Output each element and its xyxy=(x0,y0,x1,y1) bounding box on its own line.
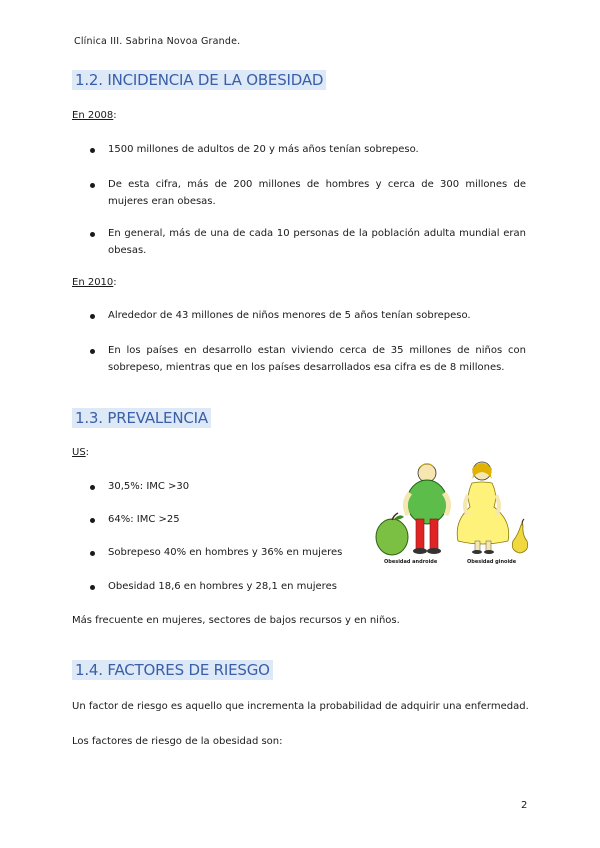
subheading-2008 xyxy=(72,110,117,121)
paragraph-intro: Los factores de riesgo de la obesidad son: xyxy=(72,736,283,747)
list-item-us-2: 64%: IMC >25 xyxy=(108,514,180,525)
subheading-2010-text: En 2010 xyxy=(72,277,114,288)
list-item-2008-1: 1500 millones de adultos de 20 y más años tenían sobrepeso. xyxy=(108,144,419,155)
paragraph-definition: Un factor de riesgo es aquello que incrementa la probabilidad de adquirir una enfermedad. xyxy=(72,701,529,712)
paragraph-prevalencia-closing: Más frecuente en mujeres, sectores de bajos recursos y en niños. xyxy=(72,615,400,626)
running-header: Clínica III. Sabrina Novoa Grande. xyxy=(74,36,241,47)
list-item-us-3: Sobrepeso 40% en hombres y 36% en mujeres xyxy=(108,547,343,558)
subheading-2008-colon: : xyxy=(113,110,117,121)
bullet-dot xyxy=(90,183,95,188)
list-item-2010-1: Alrededor de 43 millones de niños menores de 5 años tenían sobrepeso. xyxy=(108,310,471,321)
subheading-2010-colon: : xyxy=(113,277,117,288)
bullet-dot xyxy=(90,148,95,153)
caption-gynoid: Obesidad ginoide xyxy=(467,559,517,565)
bullet-dot xyxy=(90,232,95,237)
bullet-dot xyxy=(90,518,95,523)
subheading-2008-text: En 2008 xyxy=(72,110,114,121)
subheading-2010 xyxy=(72,277,117,288)
heading-prevalencia: 1.3. PREVALENCIA xyxy=(72,408,211,428)
subheading-us-text: US xyxy=(72,447,86,458)
bullet-dot xyxy=(90,485,95,490)
list-item-us-4: Obesidad 18,6 en hombres y 28,1 en mujeres xyxy=(108,581,337,592)
bullet-dot xyxy=(90,551,95,556)
caption-android: Obesidad androide xyxy=(384,559,438,565)
subheading-us xyxy=(72,447,89,458)
bullet-dot xyxy=(90,349,95,354)
page-number: 2 xyxy=(521,800,528,811)
bullet-dot xyxy=(90,585,95,590)
list-item-us-1: 30,5%: IMC >30 xyxy=(108,481,190,492)
heading-incidencia: 1.2. INCIDENCIA DE LA OBESIDAD xyxy=(72,70,326,90)
list-item-2010-2: En los países en desarrollo estan viviendo cerca de 35 millones de niños con sobrepeso, mientras que en los países desarrollados esa cifra es de 8 millones. xyxy=(108,345,526,373)
obesity-types-illustration xyxy=(372,455,530,573)
subheading-us-colon: : xyxy=(85,447,90,458)
list-item-2008-3: En general, más de una de cada 10 personas de la población adulta mundial eran obesas. xyxy=(108,228,526,256)
obesity-figures-image xyxy=(372,455,530,573)
heading-factores-riesgo: 1.4. FACTORES DE RIESGO xyxy=(72,660,273,680)
list-item-2008-2: De esta cifra, más de 200 millones de hombres y cerca de 300 millones de mujeres eran obesas. xyxy=(108,179,526,207)
bullet-dot xyxy=(90,314,95,319)
